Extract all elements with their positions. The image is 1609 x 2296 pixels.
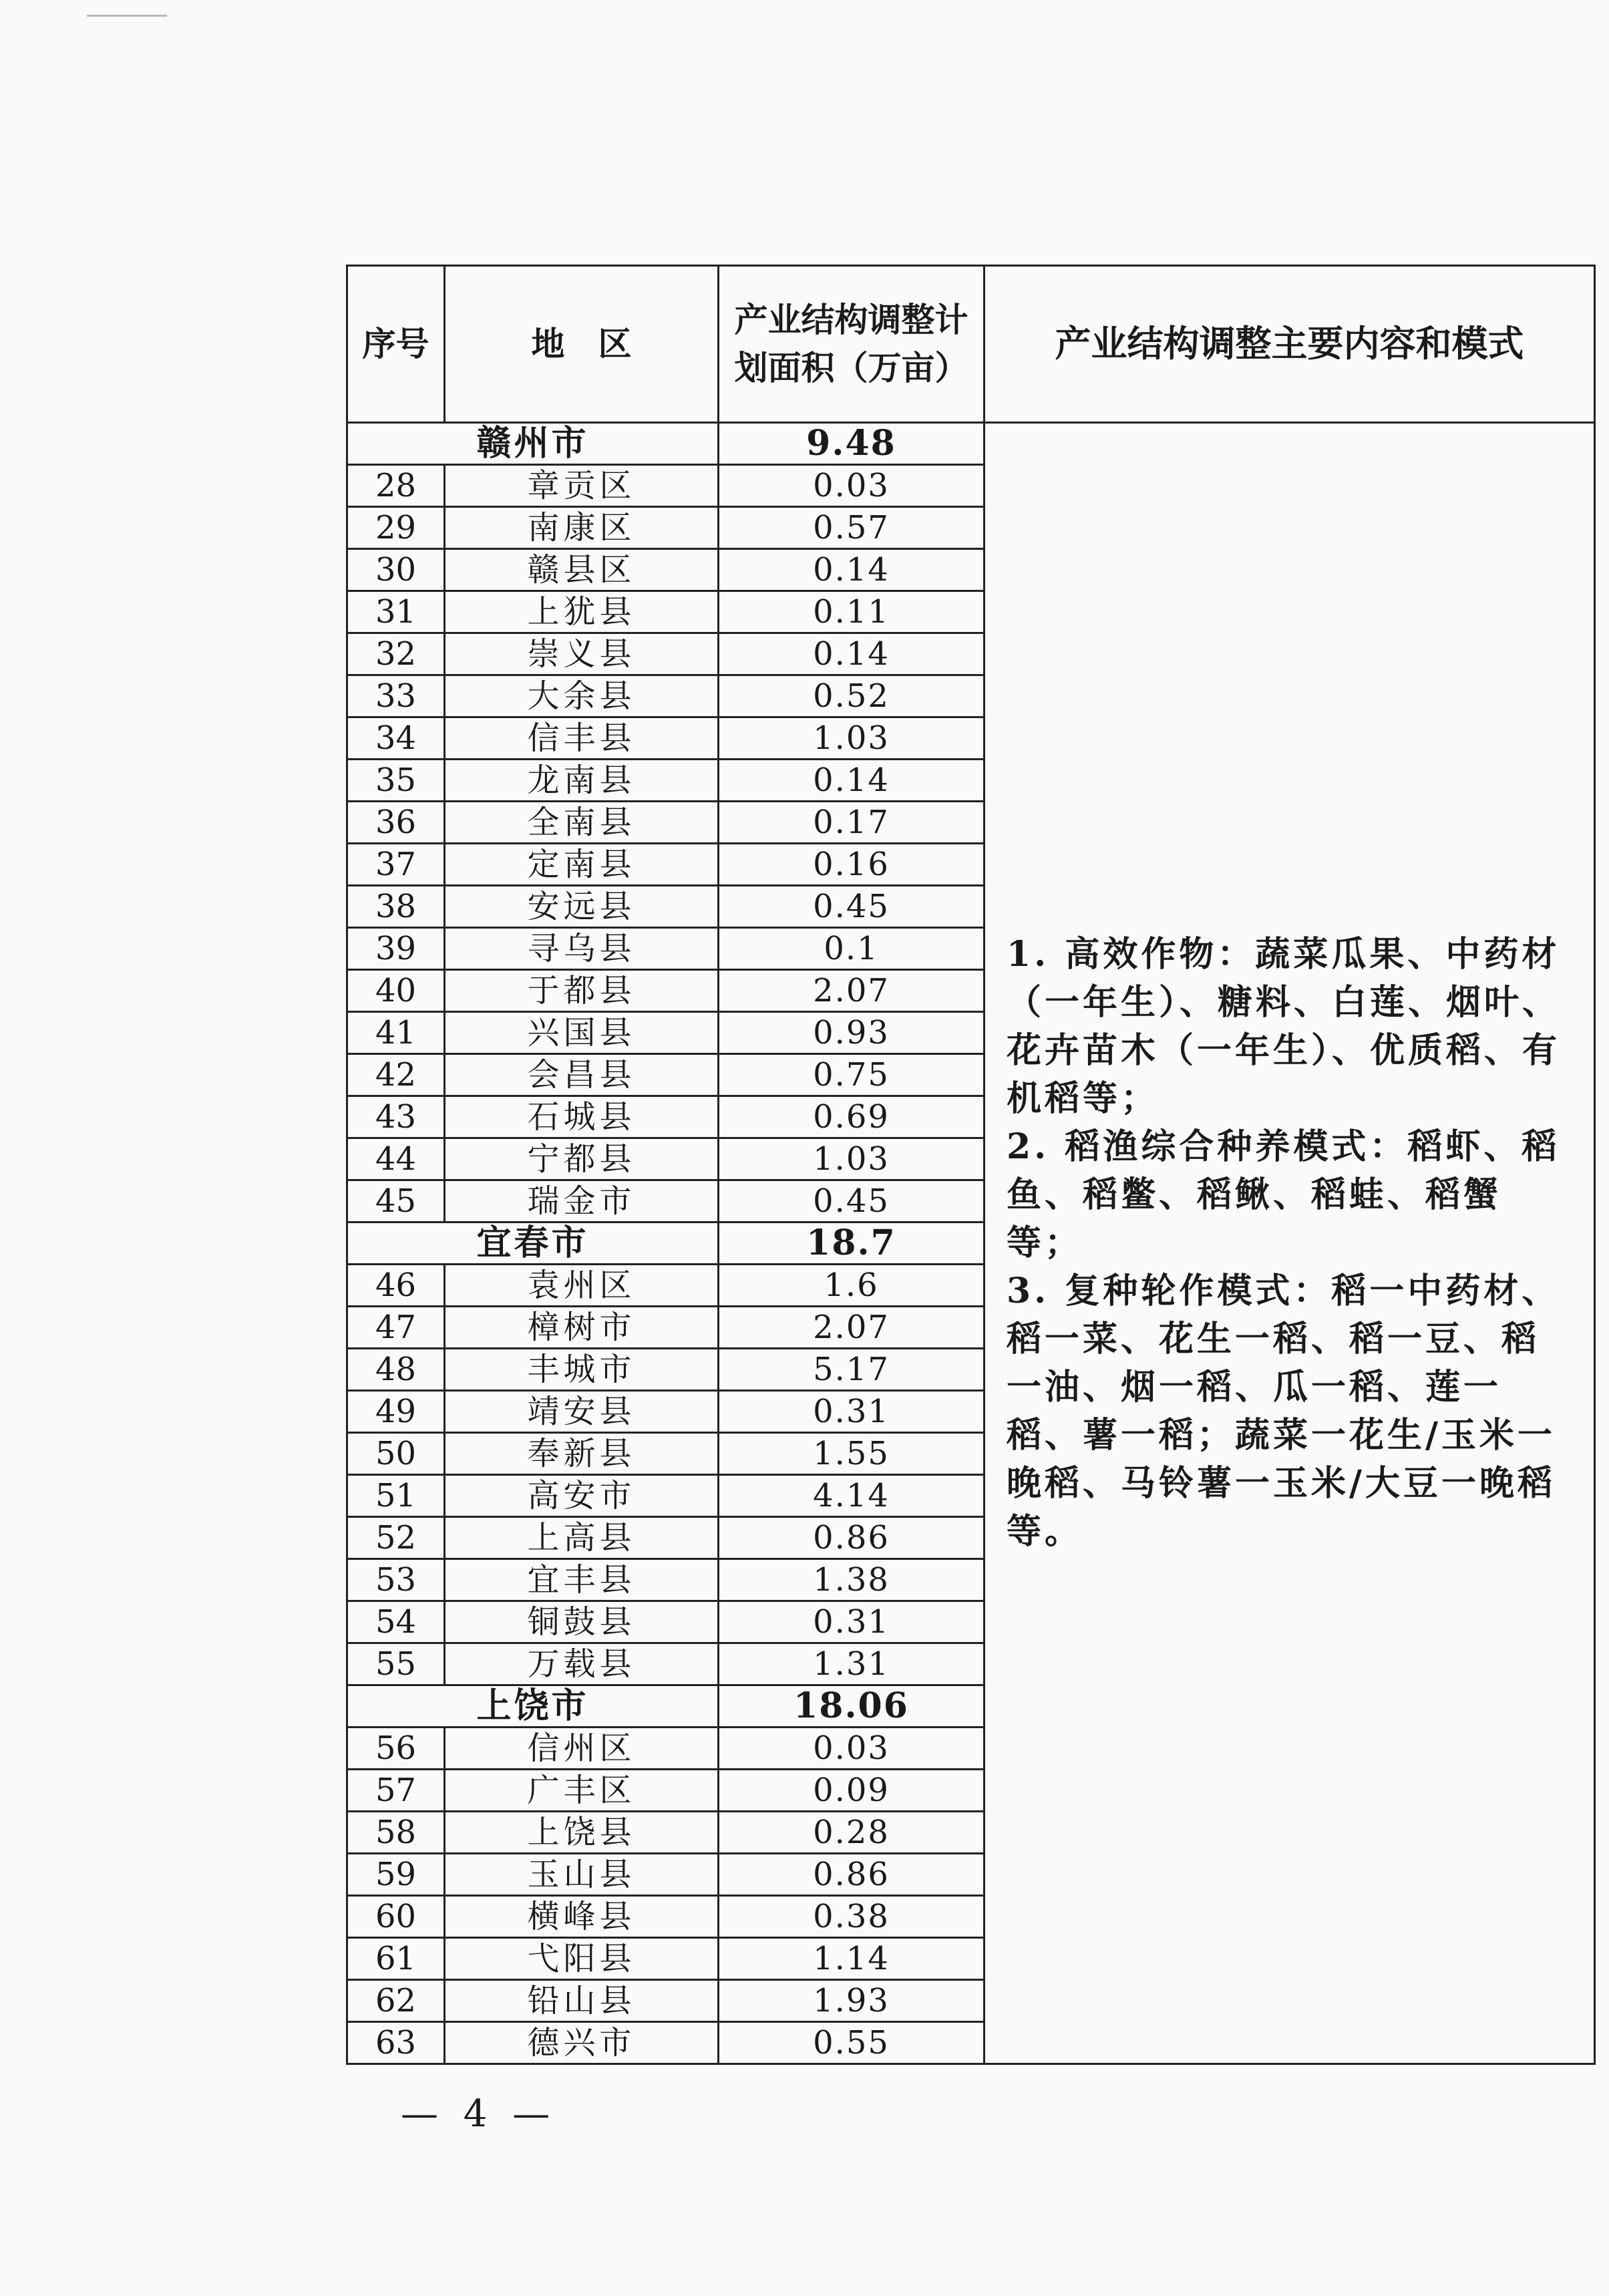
row-index: 30 xyxy=(347,549,445,591)
row-area: 5.17 xyxy=(719,1349,985,1391)
header-index: 序号 xyxy=(347,266,445,423)
row-index: 37 xyxy=(347,844,445,886)
row-index: 54 xyxy=(347,1601,445,1643)
row-region: 德兴市 xyxy=(445,2022,719,2064)
row-index: 38 xyxy=(347,886,445,928)
row-index: 33 xyxy=(347,675,445,717)
page-number: — 4 — xyxy=(401,2092,557,2136)
row-index: 42 xyxy=(347,1054,445,1096)
adjustment-content-cell xyxy=(985,423,1595,2064)
row-area: 0.28 xyxy=(719,1812,985,1854)
row-region: 南康区 xyxy=(445,507,719,549)
row-area: 0.86 xyxy=(719,1517,985,1559)
row-area: 0.75 xyxy=(719,1054,985,1096)
row-area: 1.38 xyxy=(719,1559,985,1601)
row-area: 2.07 xyxy=(719,970,985,1012)
row-region: 大余县 xyxy=(445,675,719,717)
row-area: 1.6 xyxy=(719,1265,985,1307)
row-area: 0.38 xyxy=(719,1896,985,1938)
row-region: 高安市 xyxy=(445,1475,719,1517)
row-index: 34 xyxy=(347,717,445,760)
row-region: 铅山县 xyxy=(445,1980,719,2022)
row-area: 0.09 xyxy=(719,1770,985,1812)
row-index: 55 xyxy=(347,1643,445,1685)
group-total: 18.06 xyxy=(719,1685,985,1728)
row-index: 47 xyxy=(347,1307,445,1349)
row-region: 横峰县 xyxy=(445,1896,719,1938)
row-index: 36 xyxy=(347,802,445,844)
row-index: 35 xyxy=(347,760,445,802)
row-area: 0.14 xyxy=(719,760,985,802)
content-paragraph: 2. 稻渔综合种养模式：稻虾、稻鱼、稻鳖、稻鳅、稻蛙、稻蟹等； xyxy=(1007,1126,1560,1263)
row-area: 0.45 xyxy=(719,886,985,928)
row-index: 46 xyxy=(347,1265,445,1307)
group-name: 上饶市 xyxy=(347,1685,719,1728)
row-region: 玉山县 xyxy=(445,1854,719,1896)
header-area: 产业结构调整计划面积（万亩） xyxy=(719,266,985,423)
group-name: 宜春市 xyxy=(347,1222,719,1265)
row-index: 57 xyxy=(347,1770,445,1812)
row-area: 0.57 xyxy=(719,507,985,549)
row-index: 49 xyxy=(347,1391,445,1433)
row-index: 43 xyxy=(347,1096,445,1138)
row-region: 于都县 xyxy=(445,970,719,1012)
row-area: 1.03 xyxy=(719,717,985,760)
row-region: 赣县区 xyxy=(445,549,719,591)
row-region: 上犹县 xyxy=(445,591,719,633)
row-index: 53 xyxy=(347,1559,445,1601)
row-index: 32 xyxy=(347,633,445,675)
row-region: 会昌县 xyxy=(445,1054,719,1096)
row-area: 0.14 xyxy=(719,549,985,591)
row-area: 4.14 xyxy=(719,1475,985,1517)
row-region: 奉新县 xyxy=(445,1433,719,1475)
row-region: 铜鼓县 xyxy=(445,1601,719,1643)
row-index: 62 xyxy=(347,1980,445,2022)
row-index: 29 xyxy=(347,507,445,549)
row-index: 40 xyxy=(347,970,445,1012)
row-region: 上饶县 xyxy=(445,1812,719,1854)
adjustment-table xyxy=(346,265,1596,2065)
row-index: 50 xyxy=(347,1433,445,1475)
row-region: 全南县 xyxy=(445,802,719,844)
row-area: 0.86 xyxy=(719,1854,985,1896)
row-index: 59 xyxy=(347,1854,445,1896)
row-region: 丰城市 xyxy=(445,1349,719,1391)
row-region: 寻乌县 xyxy=(445,928,719,970)
row-area: 1.55 xyxy=(719,1433,985,1475)
row-area: 0.03 xyxy=(719,1728,985,1770)
row-area: 0.55 xyxy=(719,2022,985,2064)
header-content: 产业结构调整主要内容和模式 xyxy=(985,266,1595,423)
row-index: 52 xyxy=(347,1517,445,1559)
group-total: 18.7 xyxy=(719,1222,985,1265)
table-header-row xyxy=(347,266,1595,423)
row-region: 宁都县 xyxy=(445,1138,719,1180)
row-area: 1.93 xyxy=(719,1980,985,2022)
row-region: 章贡区 xyxy=(445,465,719,507)
row-area: 0.03 xyxy=(719,465,985,507)
row-index: 61 xyxy=(347,1938,445,1980)
row-index: 31 xyxy=(347,591,445,633)
row-region: 定南县 xyxy=(445,844,719,886)
row-index: 51 xyxy=(347,1475,445,1517)
row-area: 0.93 xyxy=(719,1012,985,1054)
row-region: 崇义县 xyxy=(445,633,719,675)
row-region: 靖安县 xyxy=(445,1391,719,1433)
row-region: 安远县 xyxy=(445,886,719,928)
row-area: 0.11 xyxy=(719,591,985,633)
content-paragraph: 1. 高效作物：蔬菜瓜果、中药材（一年生）、糖料、白莲、烟叶、花卉苗木（一年生）、优质稻、有机稻等； xyxy=(1007,934,1561,1119)
row-index: 45 xyxy=(347,1180,445,1222)
row-index: 41 xyxy=(347,1012,445,1054)
group-name: 赣州市 xyxy=(347,423,719,465)
row-region: 信州区 xyxy=(445,1728,719,1770)
row-area: 0.16 xyxy=(719,844,985,886)
row-area: 0.52 xyxy=(719,675,985,717)
row-region: 袁州区 xyxy=(445,1265,719,1307)
row-region: 石城县 xyxy=(445,1096,719,1138)
scan-artifact xyxy=(87,15,167,17)
row-area: 0.31 xyxy=(719,1601,985,1643)
row-area: 0.1 xyxy=(719,928,985,970)
header-region: 地 区 xyxy=(445,266,719,423)
content-paragraph: 3. 复种轮作模式：稻一中药材、稻一菜、花生一稻、稻一豆、稻一油、烟一稻、瓜一稻、莲一稻、薯一稻；蔬菜一花生/玉米一晚稻、马铃薯一玉米/大豆一晚稻等。 xyxy=(1007,1271,1560,1552)
row-area: 0.45 xyxy=(719,1180,985,1222)
row-index: 63 xyxy=(347,2022,445,2064)
row-region: 上高县 xyxy=(445,1517,719,1559)
row-index: 44 xyxy=(347,1138,445,1180)
table-body xyxy=(347,423,1595,2064)
row-index: 60 xyxy=(347,1896,445,1938)
row-region: 万载县 xyxy=(445,1643,719,1685)
row-region: 瑞金市 xyxy=(445,1180,719,1222)
group-total: 9.48 xyxy=(719,423,985,465)
row-index: 48 xyxy=(347,1349,445,1391)
row-index: 28 xyxy=(347,465,445,507)
row-region: 信丰县 xyxy=(445,717,719,760)
row-area: 0.31 xyxy=(719,1391,985,1433)
row-index: 56 xyxy=(347,1728,445,1770)
row-area: 2.07 xyxy=(719,1307,985,1349)
row-area: 0.17 xyxy=(719,802,985,844)
row-index: 58 xyxy=(347,1812,445,1854)
group-row xyxy=(347,423,1595,465)
row-index: 39 xyxy=(347,928,445,970)
row-region: 宜丰县 xyxy=(445,1559,719,1601)
row-area: 0.14 xyxy=(719,633,985,675)
row-area: 1.31 xyxy=(719,1643,985,1685)
row-area: 1.03 xyxy=(719,1138,985,1180)
row-region: 弋阳县 xyxy=(445,1938,719,1980)
row-region: 樟树市 xyxy=(445,1307,719,1349)
row-region: 龙南县 xyxy=(445,760,719,802)
row-region: 广丰区 xyxy=(445,1770,719,1812)
row-area: 1.14 xyxy=(719,1938,985,1980)
row-area: 0.69 xyxy=(719,1096,985,1138)
row-region: 兴国县 xyxy=(445,1012,719,1054)
